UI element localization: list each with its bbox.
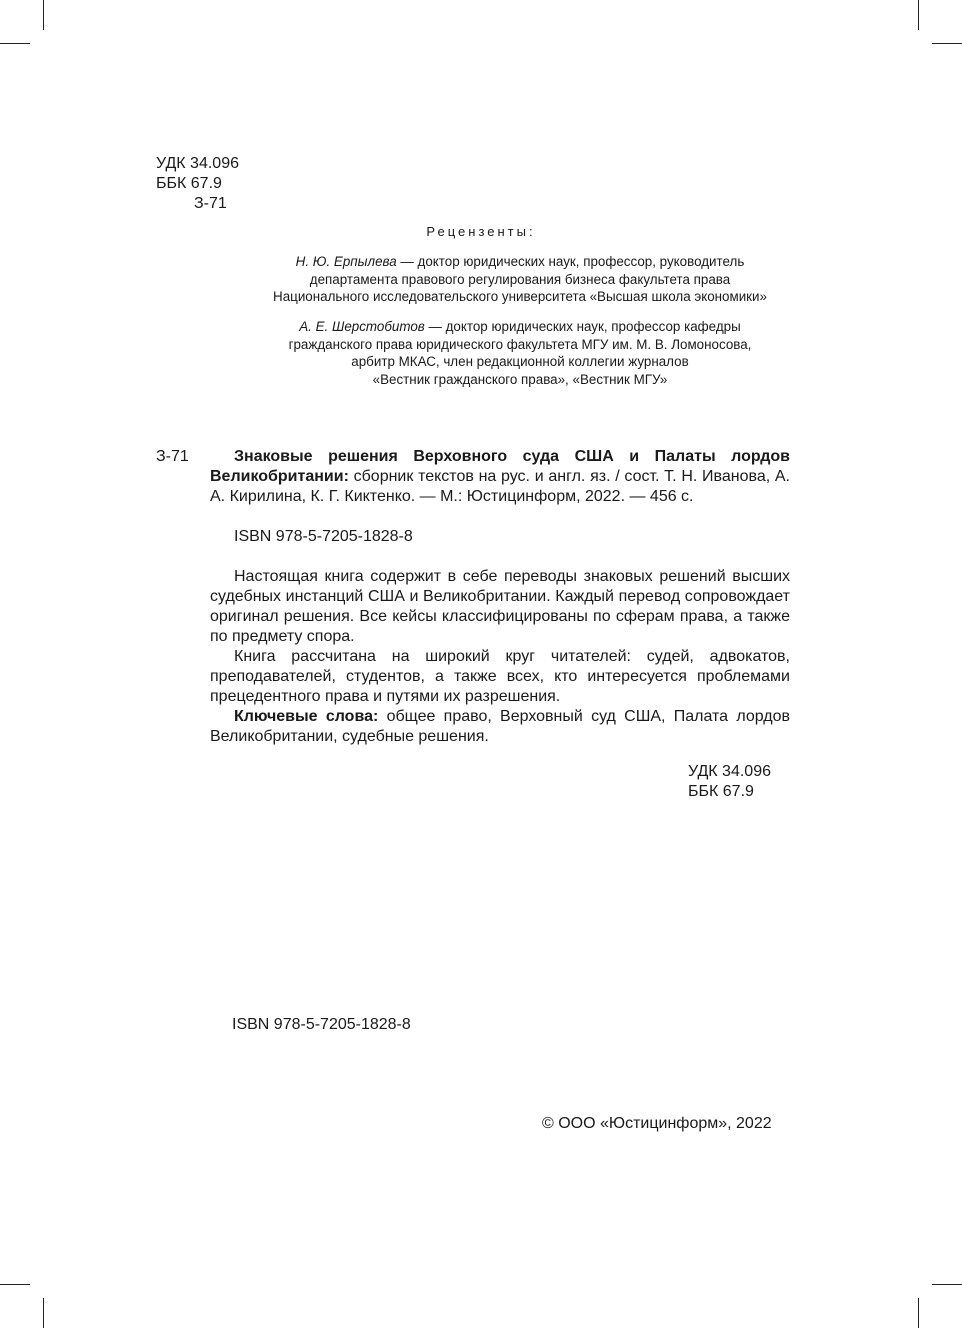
bbk-code: ББК 67.9 xyxy=(156,175,222,192)
udk-code: УДК 34.096 xyxy=(156,155,239,172)
reviewer-1: Н. Ю. Ерпылева — доктор юридических наук, профессор, руководитель департамента правового регулирования бизнеса факультета права Национального исследовательского университета «Высшая школа экономики» xyxy=(273,254,767,304)
annotation-paragraph: Книга рассчитана на широкий круг читателей: судей, адвокатов, преподавателей, студентов, а также всех, кто интересуется проблемами прецедентного права и путями их разрешения. xyxy=(210,648,790,705)
annotation-paragraph: Настоящая книга содержит в себе переводы знаковых решений высших судебных инстанций США и Великобритании. Каждый перевод сопровождает оригинал решения. Все кейсы классифицированы по сферам права, а также по предмету спора. xyxy=(210,568,790,645)
udk-code: УДК 34.096 xyxy=(688,763,771,780)
bbk-code: ББК 67.9 xyxy=(688,783,754,800)
crop-mark xyxy=(918,0,919,30)
footer-codes xyxy=(688,762,771,802)
book-description: сборник текстов на рус. и англ. яз. / сост. Т. Н. Иванова, А. А. Кирилина, К. Г. Киктенко. — М.: Юстицинформ, 2022. — 456 с. xyxy=(210,468,790,505)
bibliographic-record xyxy=(156,447,790,747)
book-title: Знаковые решения Верховного суда США и Палаты лордов Великобритании: xyxy=(210,448,790,485)
bib-code: З-71 xyxy=(156,448,189,465)
crop-mark xyxy=(43,0,44,30)
classification-codes xyxy=(156,154,239,214)
annotation xyxy=(210,567,790,747)
keywords: общее право, Верховный суд США, Палата лордов Великобритании, судебные решения. xyxy=(210,708,791,745)
reviewer-name: Н. Ю. Ерпылева xyxy=(295,254,397,269)
reviewers-title: Рецензенты: xyxy=(426,224,536,239)
author-sign: З-71 xyxy=(194,195,227,212)
crop-mark xyxy=(0,43,30,44)
isbn-bottom: ISBN 978-5-7205-1828-8 xyxy=(232,1016,411,1033)
copyright: © ООО «Юстицинформ», 2022 xyxy=(542,1115,772,1132)
crop-mark xyxy=(932,43,962,44)
reviewer-name: А. Е. Шерстобитов xyxy=(299,319,425,334)
reviewer-2: А. Е. Шерстобитов — доктор юридических наук, профессор кафедры гражданского права юридического факультета МГУ им. М. В. Ломоносова, арбитр МКАС, член редакционной коллегии журналов «Вестник гражданского права», «Вестник МГУ» xyxy=(288,319,752,387)
crop-mark xyxy=(932,1284,962,1285)
crop-mark xyxy=(918,1298,919,1328)
isbn-top: ISBN 978-5-7205-1828-8 xyxy=(234,528,413,545)
crop-mark xyxy=(43,1298,44,1328)
keywords-label: Ключевые слова: xyxy=(234,708,379,725)
crop-mark xyxy=(0,1284,30,1285)
